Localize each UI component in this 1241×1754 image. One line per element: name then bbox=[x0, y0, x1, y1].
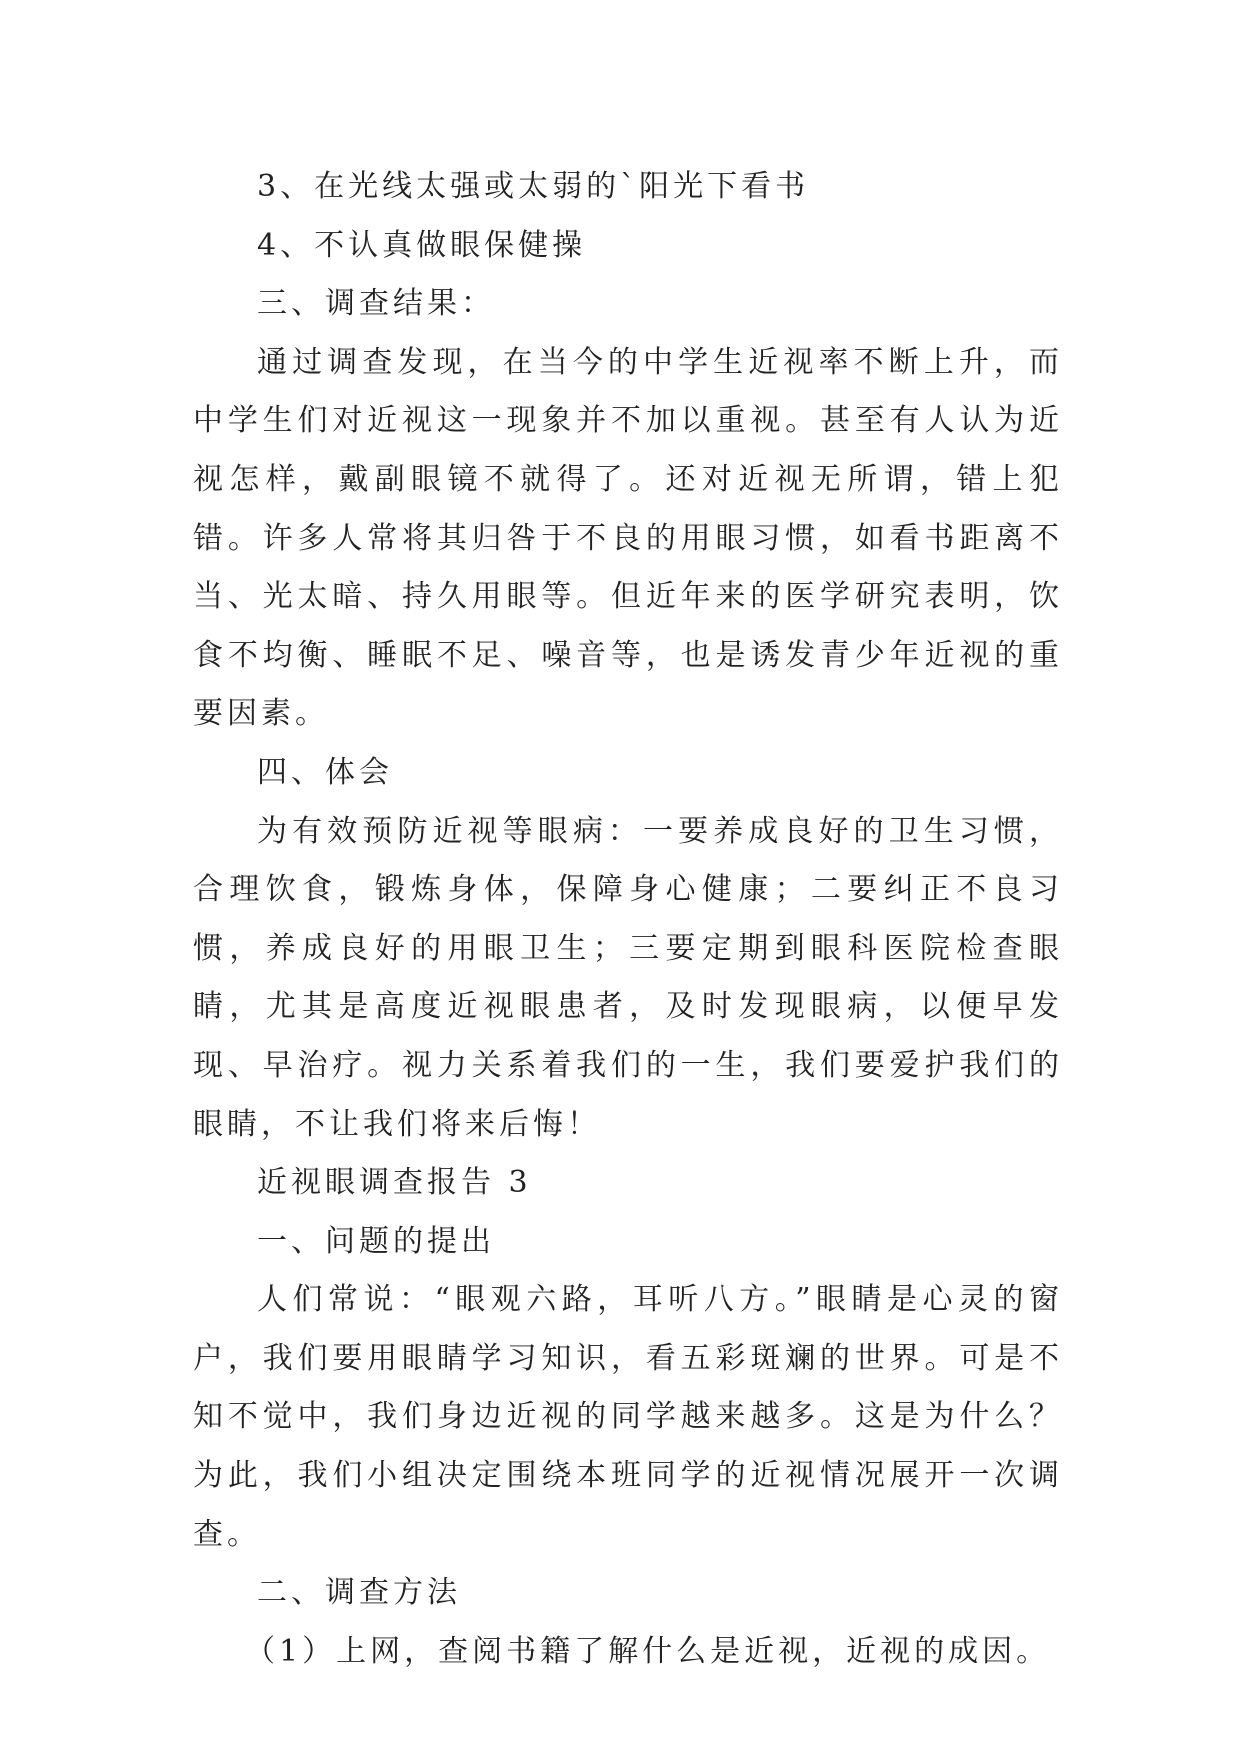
list-item-3: 3、在光线太强或太弱的`阳光下看书 bbox=[257, 169, 810, 204]
list-item-4: 4、不认真做眼保健操 bbox=[257, 227, 587, 263]
paragraph-reflection: 为有效预防近视等眼病：一要养成良好的卫生习惯，合理饮食，锻炼身体，保障身心健康；二要纠正不良习惯，养成良好的用眼卫生；三要定期到眼科医院检查眼睛，尤其是高度近视眼患者，及时发现眼病，以便早发现、早治疗。视力关系着我们的一生，我们要爱护我们的眼睛，不让我们将来后悔！ bbox=[193, 813, 1063, 1142]
section-heading-problem: 一、问题的提出 bbox=[257, 1223, 495, 1259]
section-heading-results: 三、调查结果： bbox=[257, 286, 495, 322]
section-heading-reflection: 四、体会 bbox=[257, 754, 393, 790]
document-body bbox=[193, 158, 1063, 1681]
paragraph-problem: 人们常说：“眼观六路，耳听八方。”眼睛是心灵的窗户，我们要用眼睛学习知识，看五彩斑斓的世界。可是不知不觉中，我们身边近视的同学越来越多。这是为什么？为此，我们小组决定围绕本班同学的近视情况展开一次调查。 bbox=[193, 1282, 1063, 1552]
report-title-3: 近视眼调查报告 3 bbox=[257, 1165, 532, 1201]
section-heading-method: 二、调查方法 bbox=[257, 1575, 461, 1611]
method-item-1: （1）上网，查阅书籍了解什么是近视，近视的成因。 bbox=[245, 1633, 1051, 1669]
paragraph-results: 通过调查发现，在当今的中学生近视率不断上升，而中学生们对近视这一现象并不加以重视。甚至有人认为近视怎样，戴副眼镜不就得了。还对近视无所谓，错上犯错。许多人常将其归咎于不良的用眼习惯，如看书距离不当、光太暗、持久用眼等。但近年来的医学研究表明，饮食不均衡、睡眠不足、噪音等，也是诱发青少年近视的重要因素。 bbox=[193, 344, 1063, 732]
